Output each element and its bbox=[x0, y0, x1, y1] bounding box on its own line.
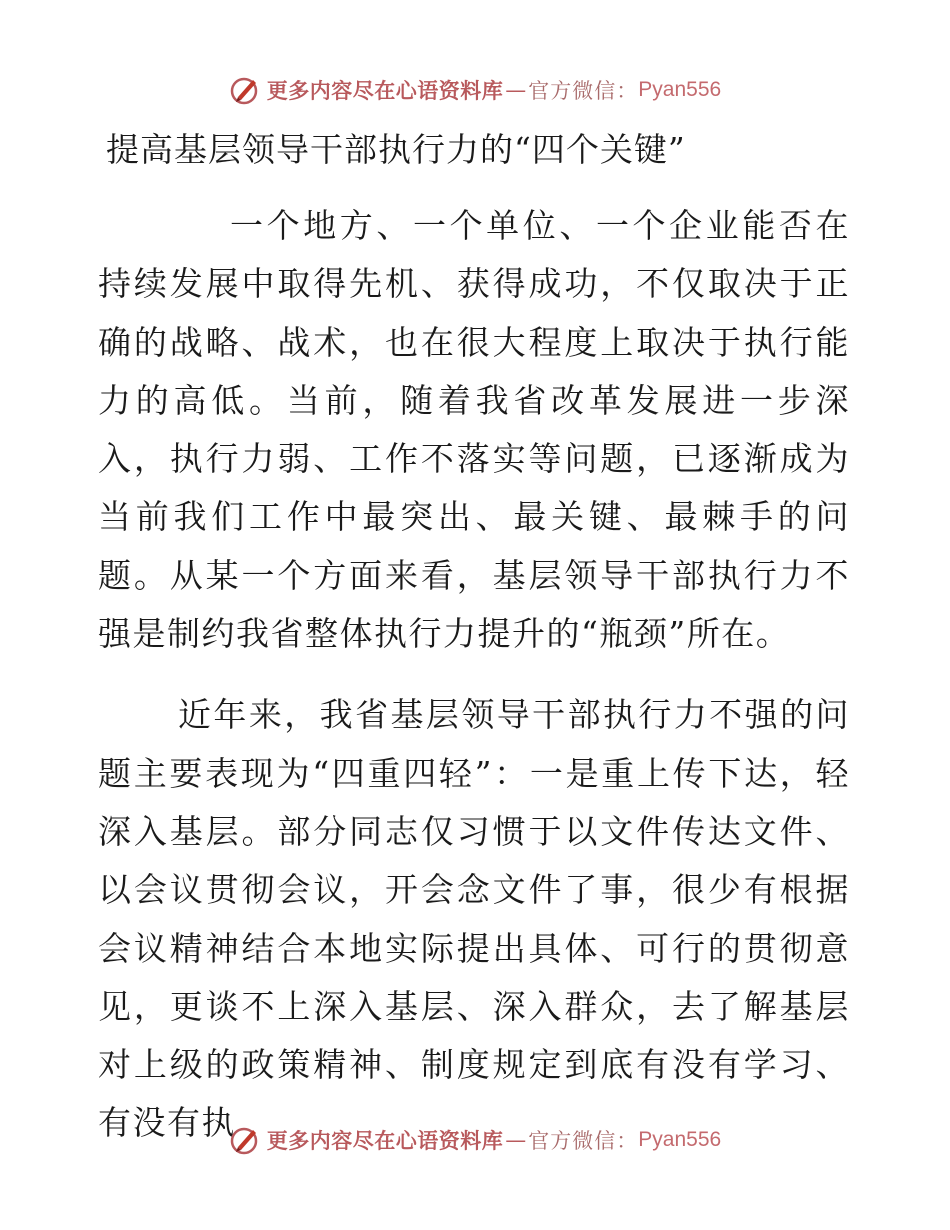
watermark-wechat-label: 官方微信： bbox=[528, 1129, 639, 1153]
paragraph: 一个地方、一个单位、一个企业能否在持续发展中取得先机、获得成功，不仅取决于正确的战略、战术，也在很大程度上取决于执行能力的高低。当前，随着我省改革发展进一步深入，执行力弱、工作不落实等问题，已逐渐成为当前我们工作中最突出、最关键、最棘手的问题。从某一个方面来看，基层领导干部执行力不强是制约我省整体执行力提升的“瓶颈”所在。 bbox=[98, 206, 850, 654]
watermark-footer bbox=[0, 1120, 950, 1160]
watermark-wechat-label: 官方微信： bbox=[528, 79, 639, 103]
watermark-header bbox=[0, 70, 950, 110]
watermark-main-text: 更多内容尽在心语资料库 bbox=[266, 1129, 504, 1153]
pen-logo-icon bbox=[229, 1124, 261, 1156]
watermark-dash: — bbox=[505, 78, 527, 102]
document-body bbox=[98, 197, 850, 1153]
pen-logo-icon bbox=[229, 74, 261, 106]
watermark-account: Pyan556 bbox=[638, 78, 722, 101]
paragraph: 近年来，我省基层领导干部执行力不强的问题主要表现为“四重四轻”：一是重上传下达，轻深入基层。部分同志仅习惯于以文件传达文件、以会议贯彻会议，开会念文件了事，很少有根据会议精神结合本地实际提出具体、可行的贯彻意见，更谈不上深入基层、深入群众，去了解基层对上级的政策精神、制度规定到底有没有学习、有没有执 bbox=[98, 695, 850, 1143]
watermark-main-text: 更多内容尽在心语资料库 bbox=[266, 79, 504, 103]
watermark-dash: — bbox=[505, 1128, 527, 1152]
document-title: 提高基层领导干部执行力的“四个关键” bbox=[106, 130, 686, 169]
watermark-account: Pyan556 bbox=[638, 1128, 722, 1151]
